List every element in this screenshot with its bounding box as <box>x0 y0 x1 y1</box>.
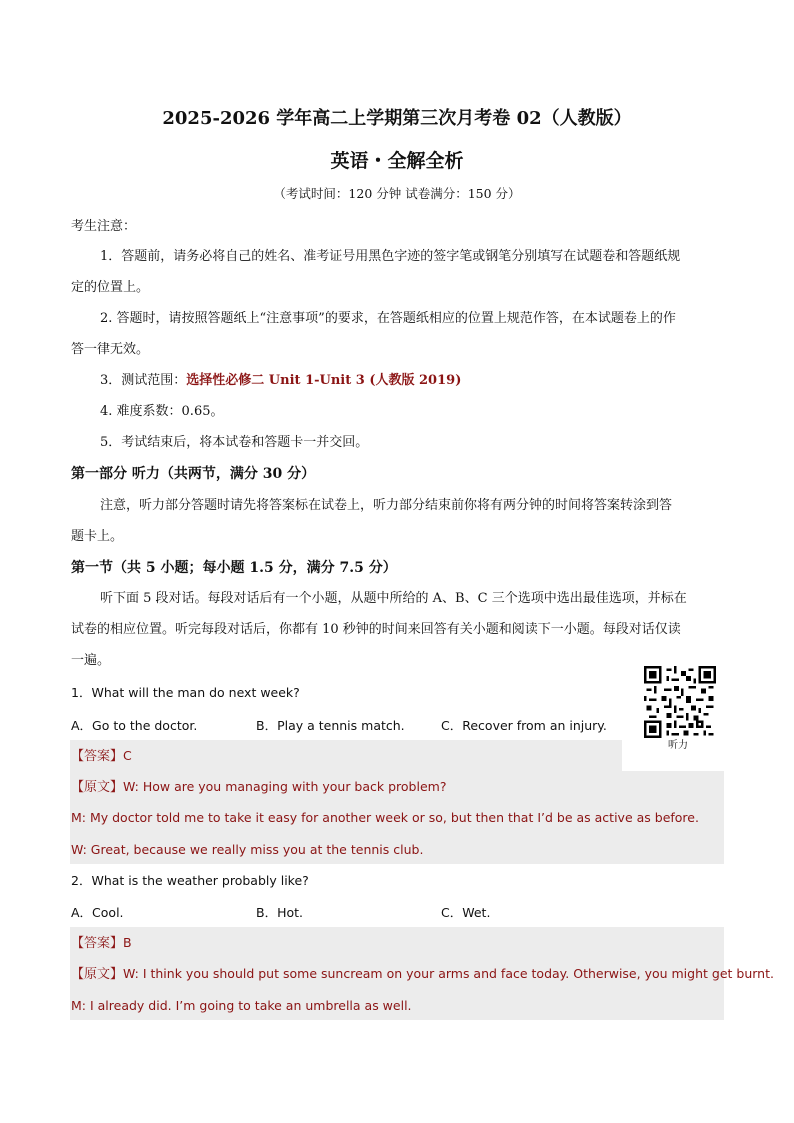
notice-item-5: 5．考试结束后，将本试卷和答题卡一并交回。 <box>100 435 369 450</box>
part1-note-line-2: 题卡上。 <box>71 529 124 544</box>
section1-heading: 第一节（共 5 小题；每小题 1.5 分，满分 7.5 分） <box>71 560 397 576</box>
transcript-1-line-3: W: Great, because we really miss you at the tennis club. <box>71 842 424 857</box>
section1-intro-line-2: 试卷的相应位置。听完每段对话后，你都有 10 秒钟的时间来回答有关小题和阅读下一小题。每段对话仅读 <box>71 622 681 637</box>
qr-code-icon <box>644 666 716 738</box>
transcript-1-text-1: W: How are you managing with your back problem? <box>123 779 447 794</box>
answer-1 <box>71 747 132 766</box>
question-1-option-c: C．Recover from an injury. <box>441 718 607 733</box>
answer-2-value: B <box>123 935 132 950</box>
answer-1-shade <box>70 740 622 771</box>
transcript-2-line-1 <box>71 965 774 984</box>
part1-note-line-1: 注意，听力部分答题时请先将答案标在试卷上，听力部分结束前你将有两分钟的时间将答案转涂到答 <box>100 498 673 513</box>
page-title: 2025-2026 学年高二上学期第三次月考卷 02（人教版） <box>162 108 632 129</box>
notice-heading: 考生注意： <box>71 219 137 234</box>
test-scope: 选择性必修二 Unit 1-Unit 3 (人教版 2019) <box>186 373 462 388</box>
qr-caption: 听力 <box>668 740 688 751</box>
transcript-2-label: 【原文】 <box>71 967 124 982</box>
page-subtitle: 英语・全解全析 <box>330 150 464 172</box>
notice-item-4: 4. 难度系数：0.65。 <box>100 404 224 419</box>
section1-intro-line-3: 一遍。 <box>71 653 111 668</box>
part1-heading: 第一部分 听力（共两节，满分 30 分） <box>71 466 316 482</box>
question-1-option-b: B．Play a tennis match. <box>256 718 405 733</box>
section1-intro-line-1: 听下面 5 段对话。每段对话后有一个小题，从题中所给的 A、B、C 三个选项中选出最佳选项，并标在 <box>100 591 687 606</box>
notice-item-2-line-1: 2. 答题时，请按照答题纸上“注意事项”的要求，在答题纸相应的位置上规范作答，在本试题卷上的作 <box>100 311 676 326</box>
transcript-2-line-2: M: I already did. I’m going to take an umbrella as well. <box>71 998 412 1013</box>
question-2-stem: 2．What is the weather probably like? <box>71 873 309 888</box>
answer-1-label: 【答案】 <box>71 749 124 764</box>
transcript-1-label: 【原文】 <box>71 780 124 795</box>
notice-item-1-line-1: 1．答题前，请务必将自己的姓名、准考证号用黑色字迹的签字笔或钢笔分别填写在试题卷和答题纸规 <box>100 249 681 264</box>
transcript-2-text-1: W: I think you should put some suncream on your arms and face today. Otherwise, you might get burnt. <box>123 966 774 981</box>
answer-2-label: 【答案】 <box>71 936 124 951</box>
transcript-1-line-2: M: My doctor told me to take it easy for another week or so, but then that I’d be as active as before. <box>71 810 699 825</box>
question-2-option-a: A．Cool. <box>71 905 124 920</box>
question-2-option-b: B．Hot. <box>256 905 303 920</box>
question-2-option-c: C．Wet. <box>441 905 491 920</box>
answer-1-value: C <box>123 748 132 763</box>
notice-item-3 <box>100 372 461 390</box>
question-1-option-a: A．Go to the doctor. <box>71 718 198 733</box>
exam-info: （考试时间：120 分钟 试卷满分：150 分） <box>273 186 521 201</box>
question-1-stem: 1．What will the man do next week? <box>71 685 300 700</box>
answer-2 <box>71 934 132 953</box>
notice-item-1-line-2: 定的位置上。 <box>71 280 150 295</box>
notice-item-3-prefix: 3．测试范围： <box>100 373 187 388</box>
transcript-1-line-1 <box>71 778 446 797</box>
notice-item-2-line-2: 答一律无效。 <box>71 342 150 357</box>
